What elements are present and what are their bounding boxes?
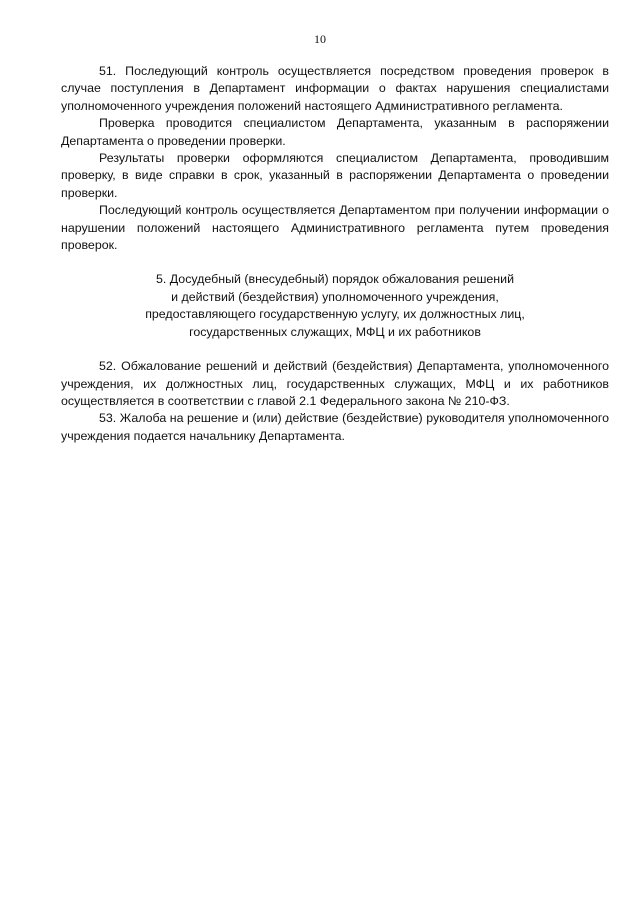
section-heading-line: 5. Досудебный (внесудебный) порядок обжалования решений — [156, 272, 514, 287]
paragraph-inspection: Проверка проводится специалистом Департамента, указанным в распоряжении Департамента о проведении проверки. — [61, 116, 609, 148]
section-5-heading — [61, 271, 609, 341]
section-heading-line: и действий (бездействия) уполномоченного учреждения, — [171, 289, 499, 304]
paragraph-inspection-results: Результаты проверки оформляются специалистом Департамента, проводившим проверку, в виде справки в срок, указанный в распоряжении Департамента о проведении проверки. — [61, 151, 609, 200]
document-body — [61, 63, 609, 445]
section-heading-line: предоставляющего государственную услугу, их должностных лиц, — [145, 307, 525, 322]
paragraph-52: 52. Обжалование решений и действий (бездействия) Департамента, уполномоченного учреждения, их должностных лиц, государственных служащих, МФЦ и их работников осуществляется в соответствии с главой 2.1 Федерального закона № 210-ФЗ. — [61, 359, 609, 408]
paragraph-53: 53. Жалоба на решение и (или) действие (бездействие) руководителя уполномоченного учреждения подается начальнику Департамента. — [61, 411, 609, 443]
section-heading-line: государственных служащих, МФЦ и их работников — [189, 324, 481, 339]
paragraph-follow-up-control: Последующий контроль осуществляется Департаментом при получении информации о нарушении положений настоящего Административного регламента путем проведения проверок. — [61, 203, 609, 253]
page-number: 10 — [314, 32, 326, 46]
paragraph-51: 51. Последующий контроль осуществляется посредством проведения проверок в случае поступления в Департамент информации о фактах нарушения специалистами уполномоченного учреждения положений настоящего Административного регламента. — [61, 64, 609, 113]
